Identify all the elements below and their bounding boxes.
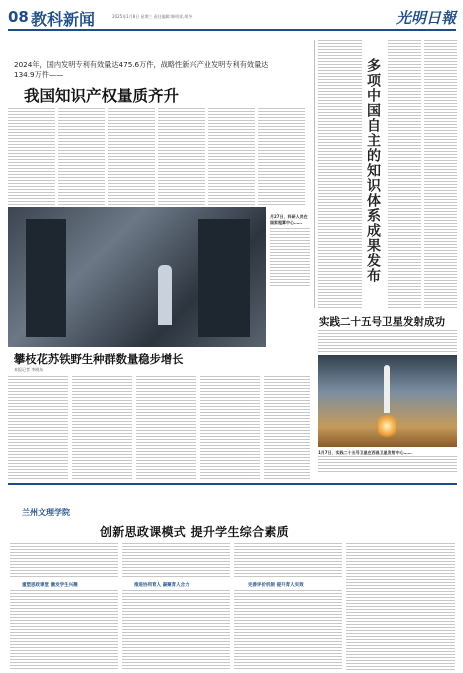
rocket-caption-text: 1月7日，实践二十五号卫星在西昌卫星发射中心…… — [318, 450, 412, 455]
ad-title: 创新思政课模式 提升学生综合素质 — [100, 525, 289, 539]
researcher-figure — [158, 265, 172, 325]
article3-body-col3 — [424, 40, 457, 308]
article3-body-col1 — [318, 40, 362, 308]
photo-caption-lines — [270, 228, 310, 288]
article3-headline: 多项中国自主的知识体系成果发布 — [365, 58, 381, 283]
ad-subhead-1: 重塑思政课堂 激发学生兴趣 — [22, 583, 78, 588]
supercomputer-photo — [8, 207, 266, 347]
article2-body-col1 — [8, 376, 68, 480]
article1-body-col6 — [258, 108, 305, 206]
article1-body-col5 — [208, 108, 255, 206]
ad-col1-bottom — [10, 590, 118, 670]
article1-body-col2 — [58, 108, 105, 206]
article2-body-col2 — [72, 376, 132, 480]
rocket-body — [384, 365, 390, 413]
ad-col2-top — [122, 543, 230, 579]
ad-col2-bottom — [122, 590, 230, 670]
server-rack-right — [198, 219, 250, 337]
ad-subhead-3: 完善评价机制 提升育人实效 — [248, 583, 304, 588]
article-headline: 我国知识产权量质齐升 — [24, 86, 180, 105]
article4-body — [318, 330, 457, 352]
header-rule — [8, 29, 456, 31]
article2-byline: 本报记者 李晓东 — [14, 367, 44, 372]
ad-org-name: 兰州文理学院 — [22, 508, 70, 517]
ad-col1-top — [10, 543, 118, 579]
article1-body-col4 — [158, 108, 205, 206]
ad-col4 — [346, 543, 455, 670]
ad-col3-top — [234, 543, 342, 579]
ad-block — [8, 483, 457, 671]
ad-subhead-2: 推进协同育人 凝聚育人合力 — [134, 583, 190, 588]
page-header — [8, 6, 456, 28]
article1-body-col1 — [8, 108, 55, 206]
rocket-caption-lines — [318, 456, 457, 474]
page-number: 08 — [8, 8, 29, 26]
article-kicker: 2024年，国内发明专利有效量达475.6万件，战略性新兴产业发明专利有效量达134.9万件—— — [14, 60, 269, 79]
date-line: 2025年1月8日 星期三 责任编辑:韩明祥,胡冬 — [112, 14, 193, 19]
article1-body-col3 — [108, 108, 155, 206]
rocket-launch-photo — [318, 355, 457, 447]
photo-caption-text: 月27日，科研人员在国家超算中心…… — [270, 214, 308, 225]
article2-body-col4 — [200, 376, 260, 480]
section-name: 教科新闻 — [31, 10, 96, 29]
article3-body-col2 — [388, 40, 421, 308]
article2-body-col5 — [264, 376, 310, 480]
ad-col3-bottom — [234, 590, 342, 670]
rocket-exhaust — [378, 413, 396, 439]
article4-headline: 实践二十五号卫星发射成功 — [319, 316, 445, 328]
vertical-divider — [314, 40, 315, 308]
article2-headline: 攀枝花苏铁野生种群数量稳步增长 — [14, 352, 184, 366]
photo-caption — [270, 214, 310, 310]
rocket-photo-caption — [318, 450, 457, 478]
server-rack-left — [26, 219, 66, 337]
masthead: 光明日報 — [395, 9, 456, 27]
article2-body-col3 — [136, 376, 196, 480]
